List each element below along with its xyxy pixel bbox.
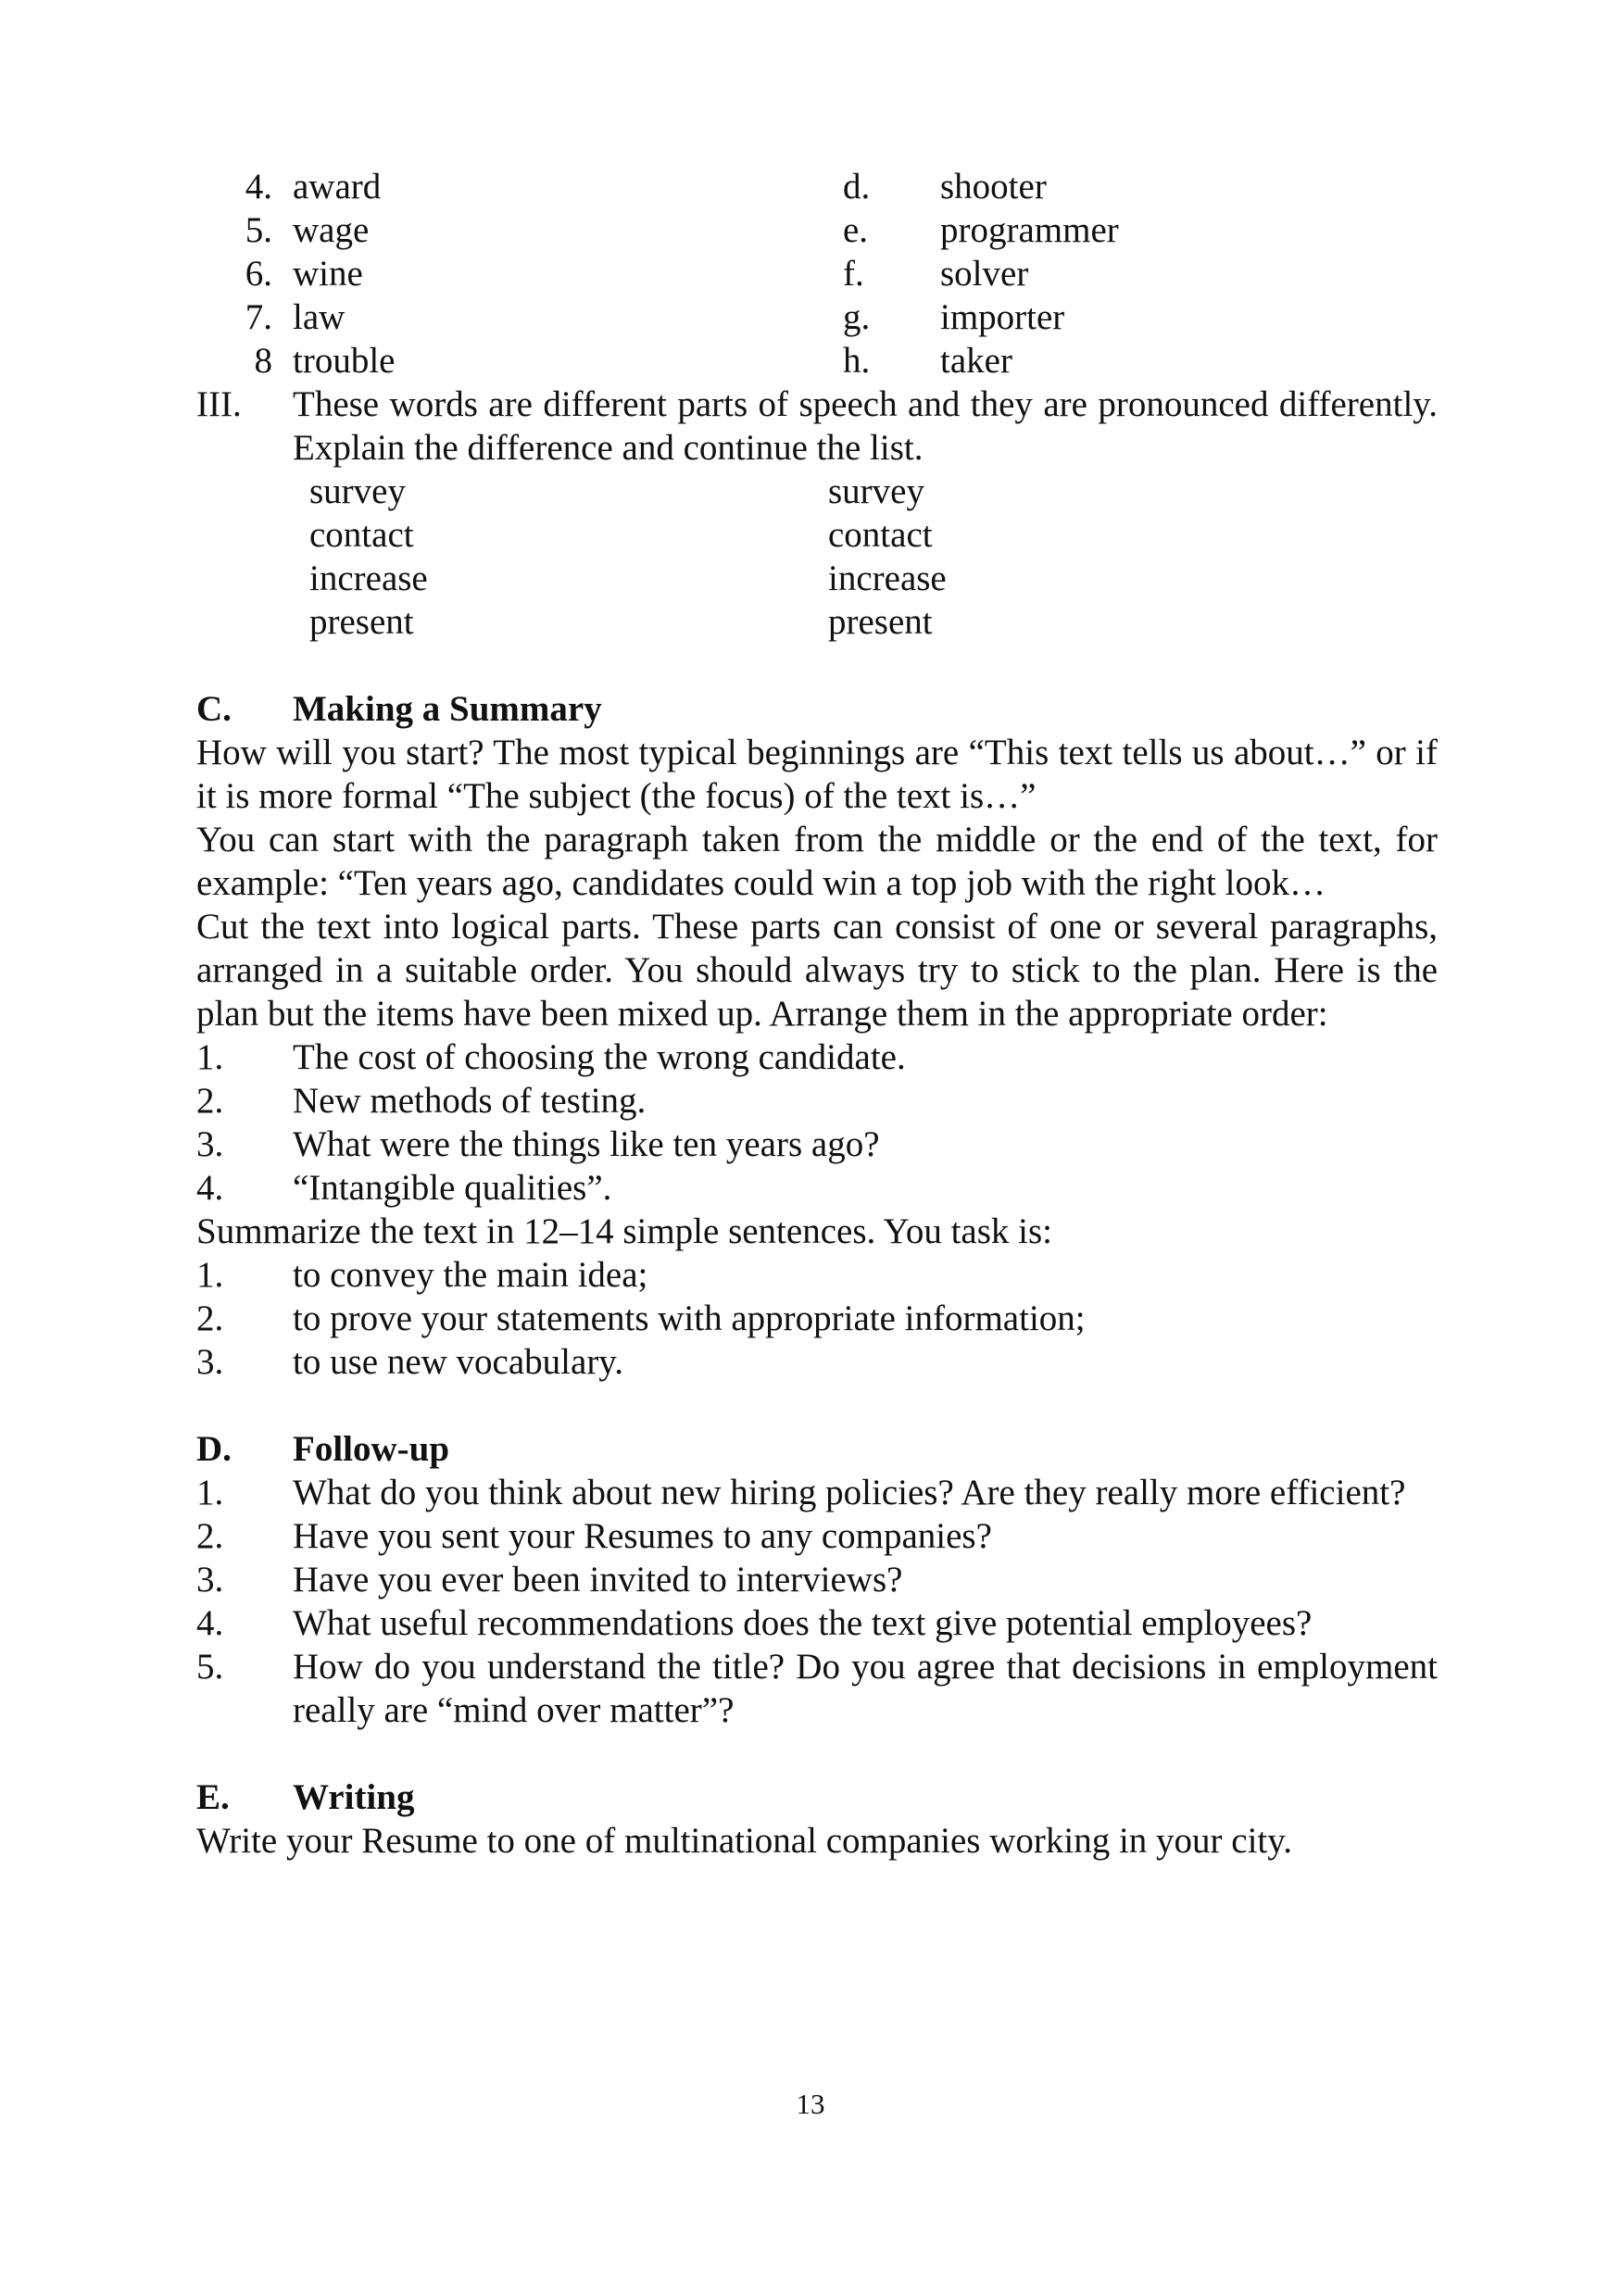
spacer — [196, 1384, 1438, 1427]
paragraph: Summarize the text in 12–14 simple sentences. You task is: — [196, 1211, 1052, 1251]
item-match: solver — [940, 254, 1029, 294]
item-letter: d. — [843, 167, 871, 207]
list-text: How do you understand the title? Do you agree that decisions in employment really are “mind over matter”? — [293, 1647, 1438, 1730]
section-heading — [196, 1775, 1438, 1819]
list-number: 3. — [196, 1560, 224, 1600]
item-letter: e. — [843, 210, 869, 250]
exercise-instructions: These words are different parts of speech and they are pronounced differently. Explain the difference and continue the list. — [293, 384, 1438, 468]
matching-row — [196, 339, 1438, 383]
exercise-number: III. — [196, 384, 242, 424]
exercise-three — [196, 383, 1438, 470]
paragraph: You can start with the paragraph taken from the middle or the end of the text, for example: “Ten years ago, candidates could win a top job with the right look… — [196, 820, 1438, 903]
list-item — [196, 1558, 1438, 1601]
list-number: 3. — [196, 1342, 224, 1382]
list-item — [196, 1079, 1438, 1123]
spacer — [196, 1732, 1438, 1775]
item-number: 8 — [254, 341, 272, 381]
list-number: 2. — [196, 1081, 224, 1121]
page-number: 13 — [796, 2088, 825, 2120]
list-text: The cost of choosing the wrong candidate. — [293, 1037, 906, 1077]
item-match: taker — [940, 341, 1012, 381]
question-list — [196, 1471, 1438, 1732]
item-word: wine — [293, 254, 363, 294]
list-number: 2. — [196, 1516, 224, 1556]
word-pair — [196, 470, 1438, 513]
list-text: Have you ever been invited to interviews? — [293, 1560, 903, 1600]
list-number: 4. — [196, 1168, 224, 1208]
section-letter: E. — [196, 1777, 230, 1817]
list-text: to prove your statements with appropriate information; — [293, 1299, 1086, 1338]
section-letter: D. — [196, 1429, 232, 1469]
word-noun: survey — [309, 471, 406, 511]
list-number: 1. — [196, 1473, 224, 1512]
list-number: 3. — [196, 1124, 224, 1164]
list-number: 4. — [196, 1603, 224, 1643]
section-title: Making a Summary — [293, 689, 602, 729]
matching-row — [196, 165, 1438, 208]
matching-row — [196, 295, 1438, 339]
word-verb: increase — [828, 558, 947, 598]
list-item — [196, 1253, 1438, 1297]
item-number: 6. — [245, 254, 272, 294]
word-pair — [196, 513, 1438, 557]
word-noun: present — [309, 602, 414, 642]
item-number: 4. — [245, 167, 272, 207]
list-text: to use new vocabulary. — [293, 1342, 624, 1382]
list-text: to convey the main idea; — [293, 1255, 648, 1295]
list-text: What useful recommendations does the text give potential employees? — [293, 1603, 1313, 1643]
section-heading — [196, 1427, 1438, 1471]
list-item — [196, 1471, 1438, 1514]
list-item — [196, 1514, 1438, 1558]
list-text: New methods of testing. — [293, 1081, 647, 1121]
matching-row — [196, 252, 1438, 295]
item-word: law — [293, 297, 346, 337]
matching-list — [196, 165, 1438, 383]
item-number: 5. — [245, 210, 272, 250]
item-letter: g. — [843, 297, 871, 337]
list-item — [196, 1166, 1438, 1210]
task-list — [196, 1253, 1438, 1384]
list-item — [196, 1340, 1438, 1384]
word-verb: contact — [828, 515, 933, 555]
word-verb: present — [828, 602, 933, 642]
list-number: 5. — [196, 1647, 224, 1687]
word-pairs — [196, 470, 1438, 644]
word-verb: survey — [828, 471, 924, 511]
item-letter: h. — [843, 341, 871, 381]
list-text: Have you sent your Resumes to any companies? — [293, 1516, 992, 1556]
list-text: What do you think about new hiring policies? Are they really more efficient? — [293, 1473, 1406, 1512]
section-title: Writing — [293, 1777, 415, 1817]
list-number: 1. — [196, 1037, 224, 1077]
section-heading — [196, 687, 1438, 731]
section-title: Follow-up — [293, 1429, 450, 1469]
list-item — [196, 1645, 1438, 1732]
list-item — [196, 1601, 1438, 1645]
item-word: wage — [293, 210, 370, 250]
list-item — [196, 1297, 1438, 1340]
item-letter: f. — [843, 254, 864, 294]
word-noun: contact — [309, 515, 414, 555]
item-word: trouble — [293, 341, 396, 381]
list-item — [196, 1035, 1438, 1079]
spacer — [196, 644, 1438, 687]
document-page — [196, 165, 1438, 1863]
item-word: award — [293, 167, 382, 207]
list-number: 2. — [196, 1299, 224, 1338]
section-letter: C. — [196, 689, 232, 729]
list-text: What were the things like ten years ago? — [293, 1124, 880, 1164]
list-text: “Intangible qualities”. — [293, 1168, 612, 1208]
paragraph: Write your Resume to one of multinational companies working in your city. — [196, 1821, 1292, 1861]
item-match: programmer — [940, 210, 1119, 250]
plan-list — [196, 1035, 1438, 1210]
paragraph: Cut the text into logical parts. These parts can consist of one or several paragraphs, arranged in a suitable order. You should always try to stick to the plan. Here is the plan but the items have been mixed up. Arrange them in the appropriate order: — [196, 907, 1438, 1034]
matching-row — [196, 208, 1438, 252]
item-match: shooter — [940, 167, 1047, 207]
list-item — [196, 1123, 1438, 1166]
word-noun: increase — [309, 558, 428, 598]
paragraph: How will you start? The most typical beginnings are “This text tells us about…” or if it is more formal “The subject (the focus) of the text is…” — [196, 733, 1438, 816]
item-match: importer — [940, 297, 1065, 337]
word-pair — [196, 600, 1438, 644]
word-pair — [196, 557, 1438, 600]
item-number: 7. — [245, 297, 272, 337]
list-number: 1. — [196, 1255, 224, 1295]
